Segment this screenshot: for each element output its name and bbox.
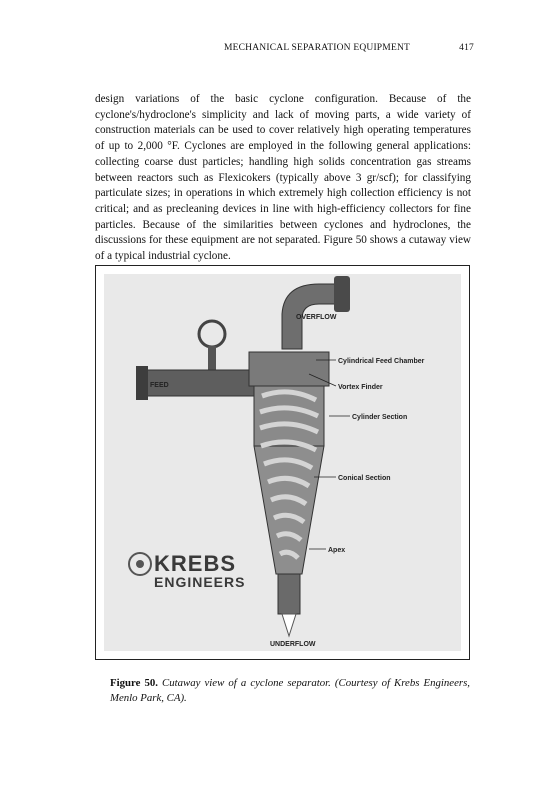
body-paragraph: design variations of the basic cyclone configuration. Because of the cyclone's/hydroclone's simplicity and lack of moving parts, a wide variety of construction materials can be used to cover relatively high operating temperatures of up to 2,000 °F. Cyclones are employed in the following general applications: collecting coarse dust particles; handling high solids concentration gas streams between reactors such as Flexicokers (typically above 3 gr/scf); for classifying particulate sizes; in operations in which extremely high collection efficiency is not critical; and as precleaning devices in line with high-efficiency collectors for fine particles. Because of the similarities between cyclones and hydroclones, the discussions for these equipment are not separated. Figure 50 shows a cutaway view of a typical industrial cyclone. — [95, 93, 471, 263]
label-overflow: OVERFLOW — [296, 314, 337, 321]
valve-wheel — [199, 321, 225, 347]
krebs-logo — [129, 551, 245, 590]
feed-chamber — [249, 352, 329, 386]
caption-text: Cutaway view of a cyclone separator. (Courtesy of Krebs Engineers, Menlo Park, CA). — [110, 677, 470, 704]
label-apex: Apex — [328, 547, 346, 554]
label-feed: FEED — [150, 382, 169, 389]
label-cylinder-section: Cylinder Section — [352, 414, 408, 421]
logo-text-engineers: ENGINEERS — [154, 574, 246, 590]
caption-label: Figure 50. — [110, 677, 158, 689]
running-title: MECHANICAL SEPARATION EQUIPMENT — [224, 43, 411, 53]
logo-text-krebs: KREBS — [154, 551, 237, 576]
label-conical-section: Conical Section — [338, 475, 391, 482]
cyclone-cutaway-illustration — [104, 274, 461, 651]
label-underflow: UNDERFLOW — [270, 641, 316, 648]
label-feed-chamber: Cylindrical Feed Chamber — [338, 358, 425, 365]
page-number: 417 — [459, 43, 474, 53]
feed-flange — [136, 366, 148, 400]
figure-frame — [95, 265, 470, 660]
apex-pipe — [278, 574, 300, 614]
running-header — [224, 43, 474, 53]
label-vortex-finder: Vortex Finder — [338, 384, 383, 391]
overflow-flange — [334, 276, 350, 312]
underflow-arrow — [282, 614, 296, 636]
figure-caption — [110, 676, 470, 705]
